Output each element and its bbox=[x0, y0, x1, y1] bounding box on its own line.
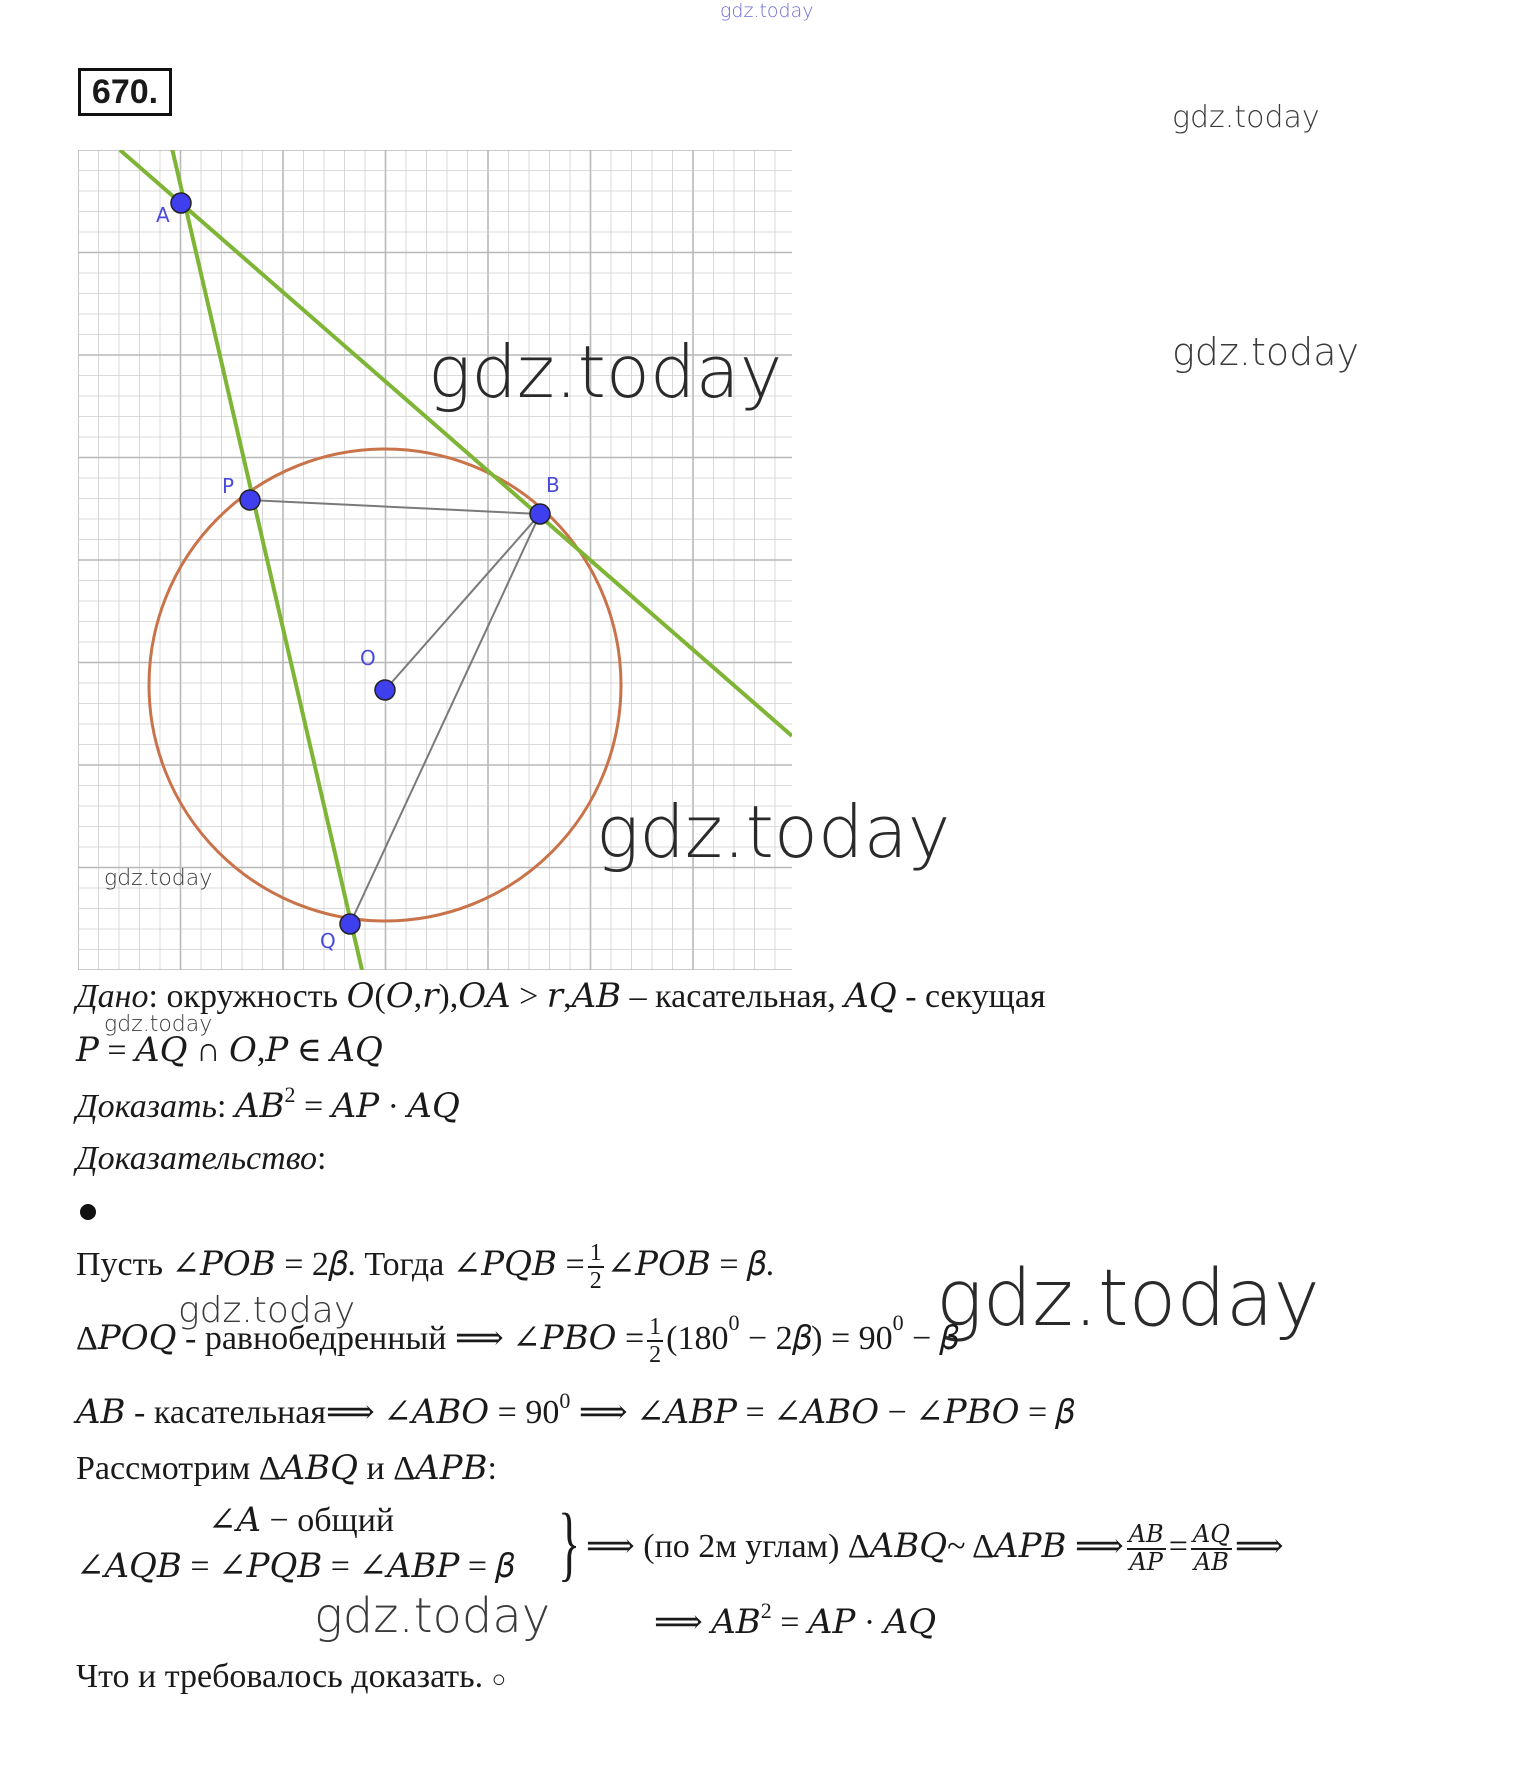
prove-lhs: 𝐴𝐵 bbox=[234, 1088, 285, 1125]
proof-step-3 bbox=[76, 1388, 1075, 1432]
degree-exponent: 0 bbox=[728, 1310, 740, 1335]
step1-part-a: Пусть bbox=[76, 1245, 172, 1283]
system-row-1: ∠𝐴 − общий bbox=[208, 1502, 395, 1539]
step2-part-a: Δ𝑃𝑂𝑄 bbox=[76, 1319, 177, 1357]
prove-colon: : bbox=[216, 1088, 235, 1125]
proof-label: Доказательство bbox=[76, 1140, 318, 1177]
fraction-denominator: 𝐴𝑃 bbox=[1129, 1550, 1163, 1576]
step2-part-f: − 𝛽 bbox=[903, 1319, 959, 1357]
step2-part-d: (180 bbox=[666, 1319, 729, 1357]
fraction-numerator: 𝐴𝐵 bbox=[1128, 1522, 1164, 1548]
segment-bq bbox=[350, 514, 540, 924]
watermark-big-3: gdz.today bbox=[936, 1254, 1320, 1344]
watermark-top: gdz.today bbox=[720, 0, 814, 22]
given-text-1: : окружность bbox=[148, 978, 347, 1015]
conclusion-part-b: Δ𝐴𝐵𝑄~ Δ𝐴𝑃𝐵 ⟹ bbox=[847, 1527, 1124, 1565]
problem-number: 670. bbox=[78, 68, 172, 116]
conclusion-arrow: ⟹ bbox=[1234, 1527, 1284, 1565]
step3-part-d: ⟹ ∠𝐴𝐵𝑃 = ∠𝐴𝐵𝑂 − ∠𝑃𝐵𝑂 = 𝛽 bbox=[570, 1394, 1075, 1431]
step1-part-e: ∠𝑃𝑂𝐵 = 𝛽 bbox=[606, 1245, 766, 1283]
segment-ob bbox=[385, 514, 540, 690]
step3-part-c: ⟹ ∠𝐴𝐵𝑂 = 90 bbox=[326, 1394, 560, 1431]
conclusion-part-a: ⟹ (по 2м углам) bbox=[586, 1527, 848, 1565]
step4-part-c: и bbox=[358, 1450, 394, 1487]
prove-exponent: 2 bbox=[284, 1082, 296, 1107]
given-line-1 bbox=[76, 976, 1046, 1016]
fraction-half-2 bbox=[647, 1314, 663, 1368]
step2-part-e: − 2𝛽) = 90 bbox=[739, 1319, 893, 1357]
label-q: Q bbox=[320, 929, 336, 953]
label-p: P bbox=[222, 474, 235, 498]
tangent-line-ab bbox=[120, 150, 792, 736]
label-a: A bbox=[156, 203, 170, 227]
given-text-2: – касательная, bbox=[621, 978, 845, 1015]
given-label: Дано bbox=[76, 978, 149, 1015]
given-line-2: 𝑃 = 𝐴𝑄 ∩ 𝑂,𝑃 ∈ 𝐴𝑄 bbox=[76, 1032, 383, 1069]
step4-part-a: Рассмотрим bbox=[76, 1450, 259, 1487]
prove-rhs: = 𝐴𝑃 · 𝐴𝑄 bbox=[295, 1088, 460, 1125]
step1-part-d: ∠𝑃𝑄𝐵 = bbox=[452, 1245, 585, 1283]
given-circle: 𝑂(𝑂,𝑟),𝑂𝐴 > 𝑟,𝐴𝐵 bbox=[346, 978, 622, 1015]
fraction-numerator: 1 bbox=[649, 1314, 662, 1340]
watermark-small-1: gdz.today bbox=[104, 866, 213, 891]
conclusion-line bbox=[586, 1522, 1284, 1576]
final-part-b: = 𝐴𝑃 · 𝐴𝑄 bbox=[771, 1604, 937, 1641]
point-o bbox=[375, 680, 395, 700]
fraction-denominator: 2 bbox=[649, 1342, 662, 1368]
degree-exponent: 0 bbox=[559, 1388, 571, 1413]
watermark-big-1: gdz.today bbox=[428, 330, 783, 414]
label-b: B bbox=[546, 473, 560, 497]
step1-part-f: . bbox=[765, 1245, 775, 1283]
point-a bbox=[171, 193, 191, 213]
step1-part-b: ∠𝑃𝑂𝐵 = 2𝛽 bbox=[171, 1245, 348, 1283]
given-text-3: - секущая bbox=[896, 978, 1046, 1015]
bullet bbox=[80, 1204, 96, 1220]
watermark-right-1: gdz.today bbox=[1172, 100, 1320, 135]
step2-part-c: ⟹ ∠𝑃𝐵𝑂 = bbox=[454, 1319, 645, 1357]
step2-part-b: - равнобедренный bbox=[176, 1319, 455, 1357]
fraction-half-1 bbox=[588, 1240, 604, 1294]
proof-heading bbox=[76, 1140, 326, 1178]
step4-part-b: Δ𝐴𝐵𝑄 bbox=[258, 1450, 359, 1487]
proof-step-1 bbox=[76, 1240, 774, 1294]
point-b bbox=[530, 504, 550, 524]
prove-label: Доказать bbox=[76, 1088, 217, 1125]
qed-text: Что и требовалось доказать. bbox=[76, 1658, 484, 1695]
watermark-small-2: gdz.today bbox=[104, 1012, 213, 1037]
fraction-numerator: 1 bbox=[589, 1240, 602, 1266]
final-part-a: ⟹ 𝐴𝐵 bbox=[654, 1604, 761, 1641]
step3-part-a: 𝐴𝐵 bbox=[76, 1394, 126, 1431]
fraction-numerator: 𝐴𝑄 bbox=[1192, 1522, 1230, 1548]
step4-part-d: Δ𝐴𝑃𝐵 bbox=[393, 1450, 488, 1487]
step1-part-c: . Тогда bbox=[347, 1245, 453, 1283]
step4-part-e: : bbox=[487, 1450, 497, 1487]
watermark-mid-2: gdz.today bbox=[314, 1588, 551, 1644]
fraction-ab-ap bbox=[1127, 1522, 1166, 1576]
point-q bbox=[340, 914, 360, 934]
qed-mark: ○ bbox=[491, 1667, 507, 1693]
watermark-big-2: gdz.today bbox=[596, 790, 951, 874]
fraction-denominator: 2 bbox=[589, 1268, 602, 1294]
watermark-mid-1: gdz.today bbox=[178, 1290, 356, 1331]
system-brace: } bbox=[558, 1497, 581, 1590]
final-result bbox=[654, 1598, 937, 1642]
final-exponent: 2 bbox=[760, 1598, 772, 1623]
conclusion-equals: = bbox=[1168, 1527, 1188, 1565]
proof-colon: : bbox=[317, 1140, 327, 1177]
segment-pb bbox=[250, 500, 540, 514]
step3-part-b: - касательная bbox=[125, 1394, 327, 1431]
system-row-2: ∠𝐴𝑄𝐵 = ∠𝑃𝑄𝐵 = ∠𝐴𝐵𝑃 = 𝛽 bbox=[76, 1548, 515, 1585]
given-aq: 𝐴𝑄 bbox=[844, 978, 897, 1015]
prove-line bbox=[76, 1082, 460, 1126]
watermark-right-2: gdz.today bbox=[1172, 330, 1359, 374]
point-p bbox=[240, 490, 260, 510]
proof-step-4 bbox=[76, 1448, 497, 1488]
label-o: O bbox=[360, 646, 376, 670]
degree-exponent: 0 bbox=[892, 1310, 904, 1335]
fraction-denominator: 𝐴𝐵 bbox=[1193, 1550, 1229, 1576]
qed-line bbox=[76, 1658, 506, 1696]
fraction-aq-ab bbox=[1191, 1522, 1232, 1576]
